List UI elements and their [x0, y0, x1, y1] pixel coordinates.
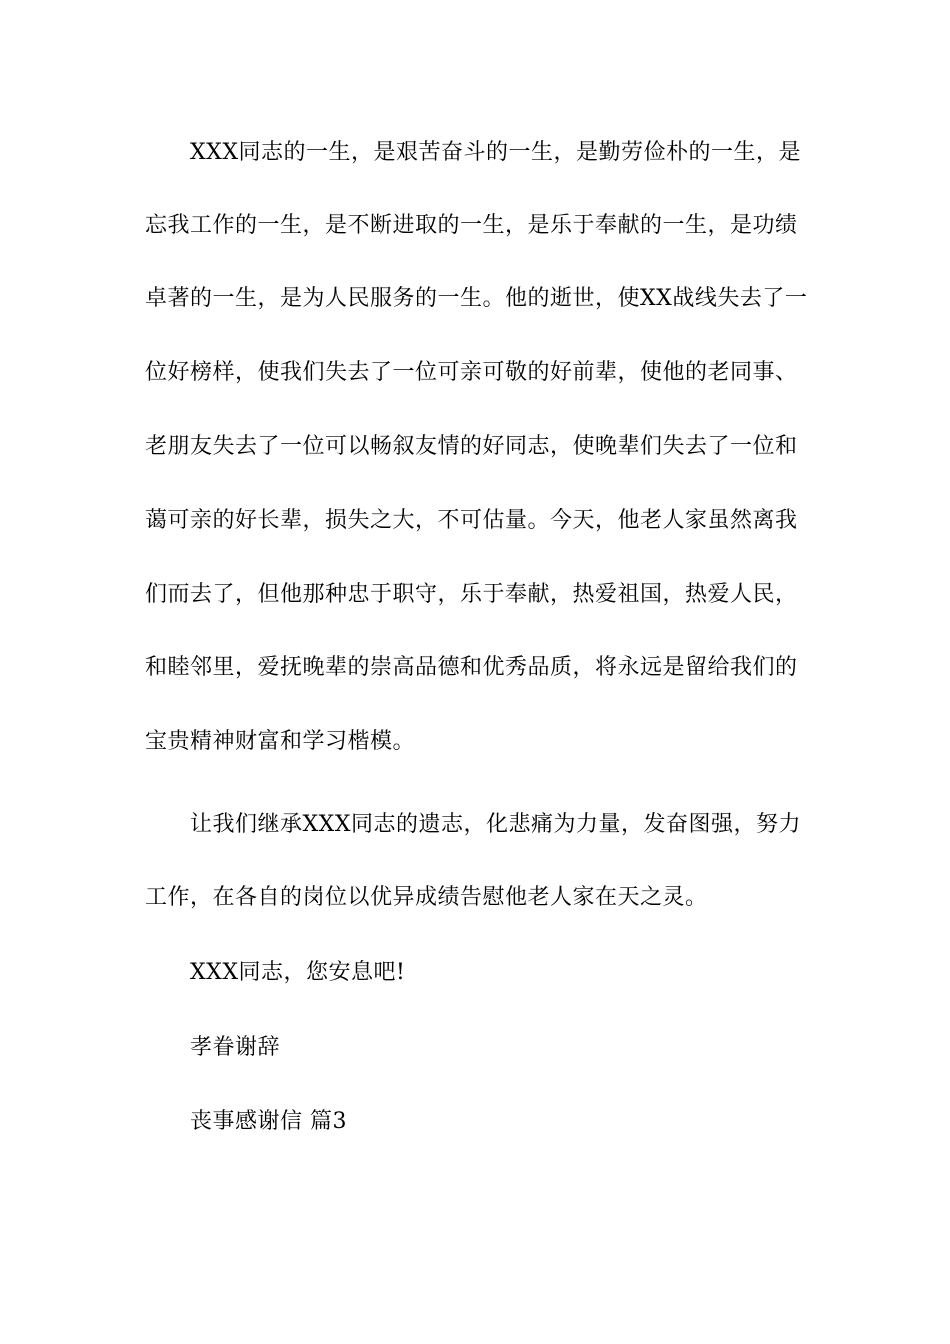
- paragraph-1-line-2: 忘我工作的一生，是不断进取的一生，是乐于奉献的一生，是功绩: [145, 213, 798, 238]
- paragraph-1-line-3: 卓著的一生，是为人民服务的一生。他的逝世，使XX战线失去了一: [145, 286, 808, 311]
- paragraph-2-line-2: 工作，在各自的岗位以优异成绩告慰他老人家在天之灵。: [145, 885, 708, 910]
- paragraph-1-line-6: 蔼可亲的好长辈，损失之大，不可估量。今天，他老人家虽然离我: [145, 508, 798, 533]
- paragraph-1-line-7: 们而去了，但他那种忠于职守，乐于奉献，热爱祖国，热爱人民，: [145, 582, 798, 607]
- paragraph-1-line-9: 宝贵精神财富和学习楷模。: [145, 729, 416, 754]
- paragraph-1-line-8: 和睦邻里，爱抚晚辈的崇高品德和优秀品质，将永远是留给我们的: [145, 655, 798, 680]
- paragraph-1-line-4: 位好榜样，使我们失去了一位可亲可敬的好前辈，使他的老同事、: [145, 360, 798, 385]
- paragraph-2-line-1: 让我们继承XXX同志的遗志，化悲痛为力量，发奋图强，努力: [190, 812, 801, 837]
- paragraph-1-line-1: XXX同志的一生，是艰苦奋斗的一生，是勤劳俭朴的一生，是: [190, 140, 801, 165]
- section-heading: 丧事感谢信 篇3: [190, 1109, 347, 1134]
- paragraph-1-line-5: 老朋友失去了一位可以畅叙友情的好同志，使晚辈们失去了一位和: [145, 434, 798, 459]
- farewell-line: XXX同志，您安息吧!: [190, 960, 406, 985]
- signature-line: 孝眷谢辞: [190, 1035, 281, 1060]
